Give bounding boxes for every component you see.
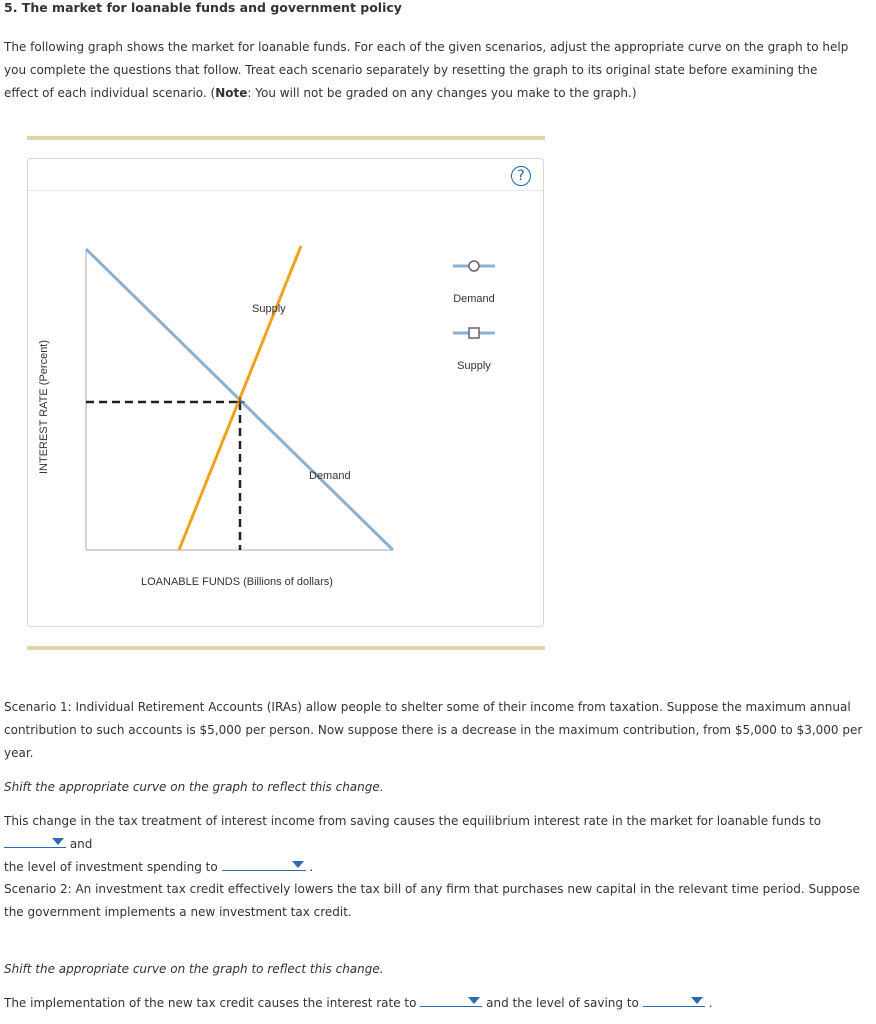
scenario2-description: Scenario 2: An investment tax credit effectively lowers the tax bill of any firm that purchases new capital in the relevant time period. Suppose the government implements a new investment tax credit.: [4, 882, 860, 919]
y-axis-label: INTEREST RATE (Percent): [38, 339, 50, 475]
scenario2-interest-rate-dropdown[interactable]: [420, 992, 482, 1007]
note-text: : You will not be graded on any changes you make to the graph.): [247, 86, 637, 100]
help-icon[interactable]: ?: [511, 166, 531, 186]
legend-supply-tool[interactable]: [453, 328, 495, 338]
legend-demand-tool[interactable]: [453, 261, 495, 271]
question-title: 5. The market for loanable funds and government policy: [4, 0, 402, 15]
scenario1-interest-rate-dropdown[interactable]: [4, 833, 66, 848]
scenario2-question: The implementation of the new tax credit causes the interest rate to and the level of saving to .: [4, 992, 864, 1015]
supply-curve-label: Supply: [252, 303, 286, 315]
demand-circle-icon: [469, 261, 479, 271]
scenario1-description: Scenario 1: Individual Retirement Accounts (IRAs) allow people to shelter some of their income from taxation. Suppose the maximum annual contribution to such accounts is $5,000 per person. Now suppose there is a decrease in the maximum contribution, from $5,000 to $3,000 per year.: [4, 700, 863, 760]
scenario1-investment-dropdown[interactable]: [222, 856, 306, 871]
legend-demand-label: Demand: [453, 293, 495, 305]
chevron-down-icon: [468, 997, 480, 1004]
legend-supply-label: Supply: [457, 360, 491, 372]
scenario2-instruction: Shift the appropriate curve on the graph to reflect this change.: [4, 962, 384, 976]
chevron-down-icon: [292, 861, 304, 868]
chevron-down-icon: [52, 838, 64, 845]
scenario1-instruction: Shift the appropriate curve on the graph to reflect this change.: [4, 780, 384, 794]
graph-bottom-rule: [27, 646, 545, 650]
chevron-down-icon: [691, 997, 703, 1004]
note-label: Note: [215, 86, 248, 100]
demand-curve-label: Demand: [309, 470, 351, 482]
x-axis-label: LOANABLE FUNDS (Billions of dollars): [141, 576, 333, 588]
scenario2-saving-dropdown[interactable]: [643, 992, 705, 1007]
scenario1-question: This change in the tax treatment of interest income from saving causes the equilibrium interest rate in the market for loanable funds to and the level of investment spending to .: [4, 814, 822, 874]
intro-text: The following graph shows the market for loanable funds. For each of the given scenarios, adjust the appropriate curve on the graph to help you complete the questions that follow. Treat each scenario separately by resetting the graph to its original state before examining the effect of each individual scenario. (: [4, 40, 849, 100]
supply-square-icon: [469, 328, 479, 338]
